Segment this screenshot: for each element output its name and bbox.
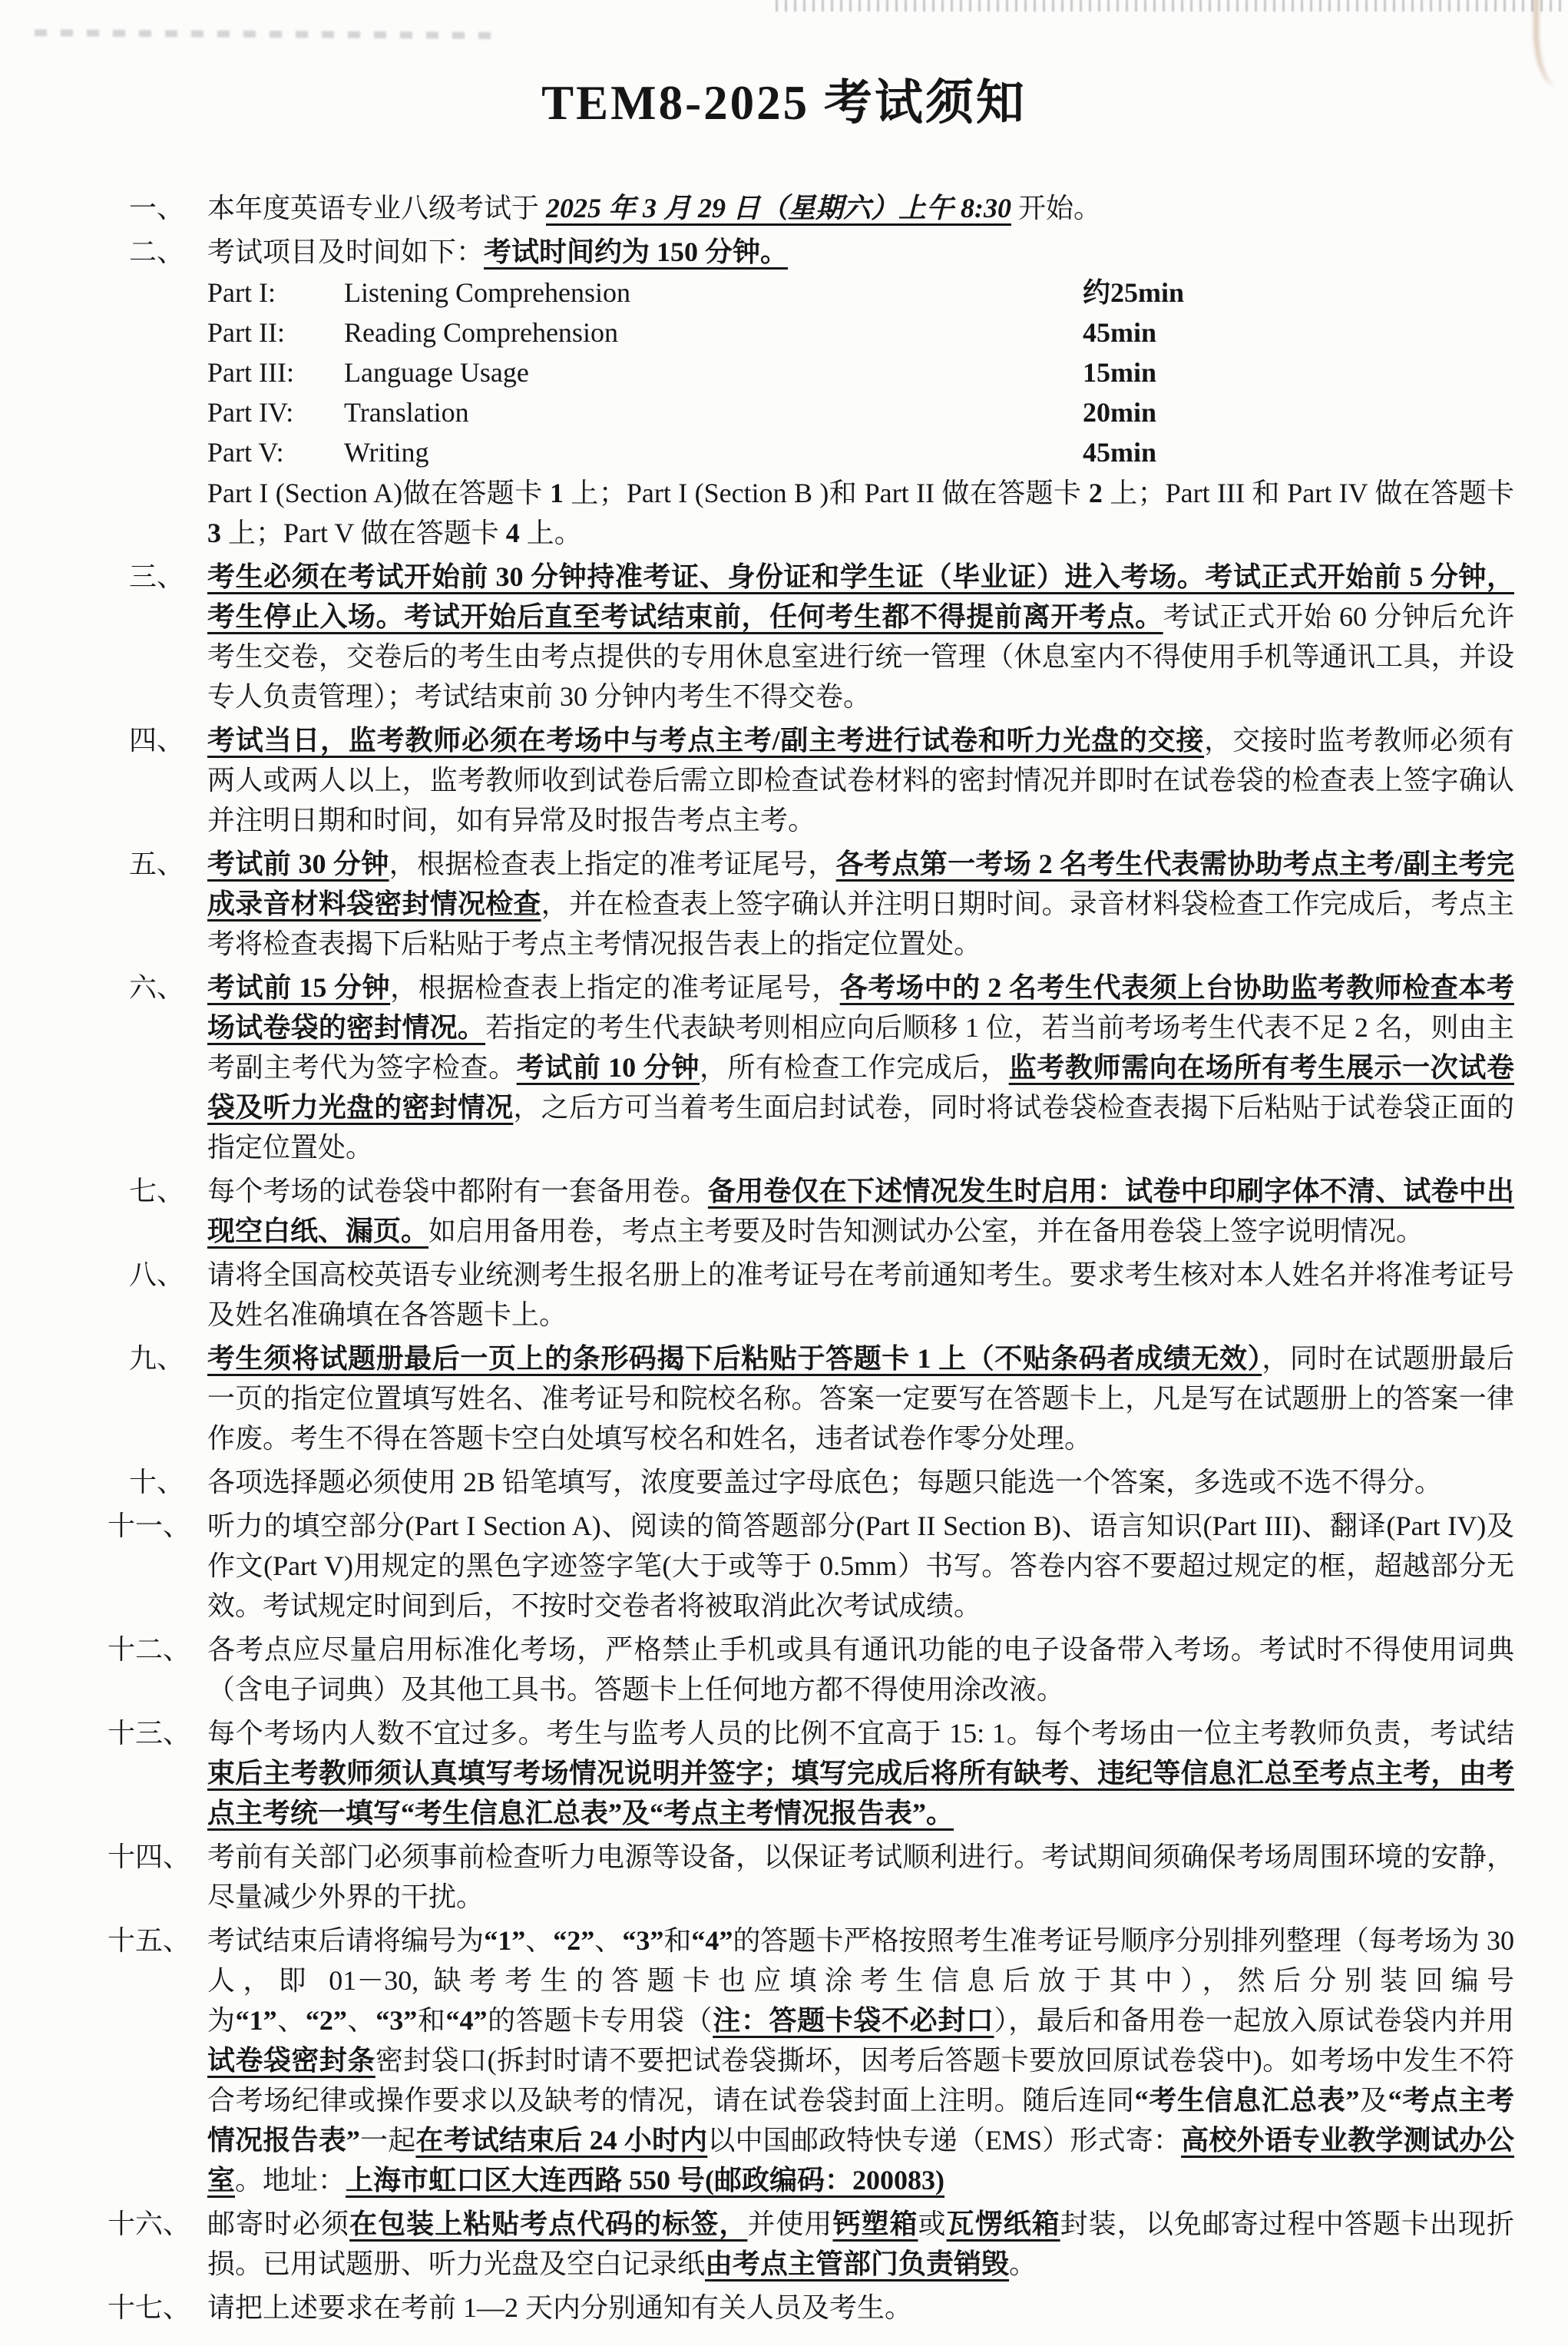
emphasis-run: 瓦愣纸箱 [946,2209,1060,2239]
emphasis-run: 4 [505,518,520,548]
part-duration: 45min [1083,317,1157,348]
emphasis-run: “考点主考情况报告表” [207,2085,1514,2156]
emphasis-run: “4” [445,2005,488,2036]
text-run: 封装，以免邮寄过程中答题卡出现折损。已用试题册、听力光盘及空白记录纸 [207,2209,1514,2279]
part-label: Part II: [207,317,285,348]
emphasis-run: “1” [235,2005,277,2036]
text-run: 每个考场内人数不宜过多。考生与监考人员的比例不宜高于 15: 1。每个考场由一位主考教师负责，考试结 [207,1718,1514,1749]
text-run: 和 [663,1925,692,1956]
item-number: 八、 [129,1259,185,1290]
emphasis-run: 高校外语专业教学测试办公室 [207,2125,1514,2195]
emphasis-run: “1” [484,1925,526,1956]
emphasis-run: 各考场中的 2 名考生代表须上台协助监考教师检查本考场试卷袋的密封情况。 [207,972,1514,1043]
notice-item [129,1255,1514,1335]
notice-item [108,1921,1514,2200]
exam-parts-table [207,273,1514,472]
item-number: 六、 [129,972,185,1003]
part-label: Part IV: [207,397,294,428]
emphasis-run: 2 [1088,478,1103,508]
item-text [207,1171,1514,1251]
document-title: TEM8-2025 考试须知 [541,76,1027,130]
text-run: 各考点应尽量启用标准化考场，严格禁止手机或具有通讯功能的电子设备带入考场。考试时不得使用词典（含电子词典）及其他工具书。答题卡上任何地方都不得使用涂改液。 [207,1634,1514,1705]
text-run: 邮寄时必须 [207,2209,350,2239]
text-run: 、 [346,2005,376,2036]
emphasis-run: “3” [622,1925,664,1956]
text-run: 考试正式开始 60 分钟后允许考生交卷，交卷后的考生由考点提供的专用休息室进行统一管理（休息室内不得使用手机等通讯工具，并设专人负责管理）；考试结束前 30 分钟内考生不得交卷。 [207,601,1514,712]
text-run: 、 [276,2005,306,2036]
text-run: 本年度英语专业八级考试于 [207,193,547,223]
emphasis-run: “考生信息汇总表” [1134,2085,1360,2116]
item-number: 十一、 [108,1511,191,1541]
item-text [207,1630,1514,1709]
notice-item [129,968,1514,1167]
part-name: Reading Comprehension [344,317,618,348]
item-text [207,1462,1514,1502]
text-run: 的答题卡严格按照考生准考证号顺序分别排列整理（每考场为 30 人，即 01－30, 缺考考生的答题卡也应填涂考生信息后放于其中），然后分别装回编号为 [207,1925,1514,2036]
notice-item [129,1462,1514,1502]
text-run: 并使用 [747,2209,833,2239]
item-text [207,844,1514,964]
text-run: 考前有关部门必须事前检查听力电源等设备，以保证考试顺利进行。考试期间须确保考场周围环境的安静，尽量减少外界的干扰。 [207,1841,1514,1912]
item-number: 九、 [129,1343,185,1374]
text-run: 考试结束后请将编号为 [207,1925,485,1956]
item-number: 十六、 [108,2209,191,2239]
item-number: 一、 [129,193,185,223]
text-run: 或 [918,2209,947,2239]
notice-item [129,232,1514,553]
notice-item [129,720,1514,840]
item-number: 十四、 [108,1841,191,1872]
text-run: ，同时在试题册最后一页的指定位置填写姓名、准考证号和院校名称。答案一定要写在答题卡上，凡是写在试题册上的答案一律作废。考生不得在答题卡空白处填写校名和姓名，违者试卷作零分处理。 [207,1343,1514,1454]
emphasis-run: “4” [691,1925,733,1956]
text-run: 考试项目及时间如下： [207,237,485,267]
item-number: 十、 [129,1467,185,1497]
text-run: 上；Part III 和 Part IV 做在答题卡 [1102,478,1514,508]
part-name: Listening Comprehension [344,277,630,308]
item-number: 十二、 [108,1634,191,1665]
text-run: 的答题卡专用袋（ [487,2005,713,2036]
text-run: 。地址： [235,2165,346,2195]
text-run: Part I (Section A)做在答题卡 [207,478,551,508]
emphasis-run: 束后主考教师须认真填写考场情况说明并签字；填写完成后将所有缺考、违纪等信息汇总至考点主考，由考点主考统一填写“考生信息汇总表”及“考点主考情况报告表”。 [207,1758,1514,1828]
text-run: 密封袋口(拆封时请不要把试卷袋撕坏，因考后答题卡要放回原试卷袋中)。如考场中发生不符合考场纪律或操作要求以及缺考的情况，请在试卷袋封面上注明。随后连同 [207,2045,1514,2116]
text-run: ，交接时监考教师必须有两人或两人以上，监考教师收到试卷后需立即检查试卷材料的密封情况并即时在试卷袋的检查表上签字确认并注明日期和时间，如有异常及时报告考点主考。 [207,725,1514,835]
text-run: 。 [1009,2248,1037,2279]
emphasis-run: 监考教师需向在场所有考生展示一次试卷袋及听力光盘的密封情况 [207,1052,1514,1123]
emphasis-run: “3” [375,2005,418,2036]
text-run: 请把上述要求在考前 1—2 天内分别通知有关人员及考生。 [207,2292,913,2323]
part-duration: 45min [1083,437,1157,468]
part-duration: 约25min [1083,277,1185,308]
item-text [207,2204,1514,2284]
text-run: 一起 [359,2125,416,2156]
text-run: 以中国邮政特快专递（EMS）形式寄： [707,2125,1182,2156]
text-run: 如启用备用卷，考点主考要及时告知测试办公室，并在备用卷袋上签字说明情况。 [428,1216,1424,1246]
emphasis-run: 考试时间约为 150 分钟。 [484,237,789,267]
text-run: 开始。 [1011,193,1102,223]
notice-item [108,2288,1514,2328]
emphasis-run: 备用卷仅在下述情况发生时启用：试卷中印刷字体不清、试卷中出现空白纸、漏页。 [207,1176,1514,1246]
scan-noise-artifact [776,0,1568,12]
emphasis-run: 由考点主管部门负责销毁 [705,2248,1010,2279]
item-text [207,1255,1514,1335]
emphasis-run: 钙塑箱 [832,2209,918,2239]
item-number: 十五、 [108,1925,191,1956]
emphasis-run: 注：答题卡袋不必封口 [713,2005,994,2036]
notice-item [129,557,1514,716]
text-run: ，所有检查工作完成后， [699,1052,1009,1083]
emphasis-run: 2025 年 3 月 29 日（星期六）上午 8:30 [546,193,1012,223]
notice-item [129,1338,1514,1458]
item-text [207,2288,1514,2328]
part-duration: 15min [1083,357,1157,388]
text-run: 若指定的考生代表缺考则相应向后顺移 1 位，若当前考场考生代表不足 2 名，则由主考副主考代为签字检查。 [207,1012,1514,1083]
text-run: ，并在检查表上签字确认并注明日期时间。录音材料袋检查工作完成后，考点主考将检查表揭下后粘贴于考点主考情况报告表上的指定位置处。 [207,888,1514,959]
item-text [207,1338,1514,1458]
text-run: ），最后和备用卷一起放入原试卷袋内并用 [994,2005,1514,2036]
emphasis-run: 考试当日，监考教师必须在考场中与考点主考/副主考进行试卷和听力光盘的交接 [207,725,1205,756]
item-text [207,1713,1514,1833]
notice-item [108,1630,1514,1709]
item-text [207,720,1514,840]
emphasis-run: 试卷袋密封条 [207,2045,375,2076]
item-text [207,557,1514,716]
part-name: Translation [344,397,469,428]
emphasis-run: 考试前 10 分钟 [516,1052,700,1083]
text-run: 听力的填空部分(Part I Section A)、阅读的简答题部分(Part II Section B)、语言知识(Part III)、翻译(Part IV)及作文(Part V)用规定的黑色字迹签字笔(大于或等于 0.5mm）书写。答卷内容不要超过规定的框，超越部分无效。考试规定时间到后，不按时交卷者将被取消此次考试成绩。 [207,1511,1514,1621]
emphasis-run: 考试前 15 分钟 [207,972,391,1003]
emphasis-run: 上海市虹口区大连西路 550 号(邮政编码：200083) [346,2165,945,2195]
item-text [207,1837,1514,1917]
emphasis-run: 各考点第一考场 2 名考生代表需协助考点主考/副主考完成录音材料袋密封情况检查 [207,849,1514,919]
text-run: 上。 [519,518,582,548]
text-run: 请将全国高校英语专业统测考生报名册上的准考证号在考前通知考生。要求考生核对本人姓名并将准考证号及姓名准确填在各答题卡上。 [207,1259,1514,1330]
text-run: 上；Part V 做在答题卡 [221,518,506,548]
item-text [207,1506,1514,1626]
text-run: 、 [525,1925,554,1956]
notice-item [108,2204,1514,2284]
text-run: ，根据检查表上指定的准考证尾号， [390,972,840,1003]
item-number: 十七、 [108,2292,191,2323]
notice-item [108,1837,1514,1917]
part-name: Writing [344,437,429,468]
emphasis-run: “2” [305,2005,347,2036]
item-number: 七、 [129,1176,185,1206]
part-duration: 20min [1083,397,1157,428]
answer-sheet-note [207,473,1514,553]
emphasis-run: 3 [207,518,221,548]
item-number: 四、 [129,725,185,756]
item-text [207,232,1514,553]
notice-item [108,1713,1514,1833]
part-row [207,392,1514,432]
text-run: 每个考场的试卷袋中都附有一套备用卷。 [207,1176,708,1206]
emphasis-run: 考试前 30 分钟 [207,849,389,879]
item-text [207,188,1514,228]
notice-item [108,1506,1514,1626]
part-label: Part I: [207,277,276,308]
text-run: 上；Part I (Section B )和 Part II 做在答题卡 [564,478,1089,508]
emphasis-run: 1 [550,478,564,508]
notice-item [129,1171,1514,1251]
notice-item [129,188,1514,228]
text-run: ，之后方可当着考生面启封试卷，同时将试卷袋检查表揭下后粘贴于试卷袋正面的指定位置处。 [207,1092,1514,1163]
notice-list [0,188,1568,2328]
item-number: 三、 [129,561,185,592]
part-row [207,313,1514,352]
text-run: ，根据检查表上指定的准考证尾号， [389,849,836,879]
item-text [207,1921,1514,2200]
text-run: 、 [594,1925,623,1956]
emphasis-run: 考生必须在考试开始前 30 分钟持准考证、身份证和学生证（毕业证）进入考场。考试正式开始前 5 分钟，考生停止入场。考试开始后直至考试结束前，任何考生都不得提前离开考点。 [207,561,1514,632]
item-number: 二、 [129,237,185,267]
emphasis-run: “2” [553,1925,595,1956]
part-label: Part III: [207,357,294,388]
emphasis-run: 考生须将试题册最后一页上的条形码揭下后粘贴于答题卡 1 上（不贴条码者成绩无效） [207,1343,1262,1374]
part-row [207,352,1514,392]
part-row [207,273,1514,313]
text-run: 及 [1359,2085,1388,2116]
part-name: Language Usage [344,357,529,388]
emphasis-run: 在包装上粘贴考点代码的标签， [349,2209,748,2239]
item-number: 十三、 [108,1718,191,1749]
part-label: Part V: [207,437,284,468]
item-text [207,968,1514,1167]
part-row [207,432,1514,472]
notice-item [129,844,1514,964]
text-run: 各项选择题必须使用 2B 铅笔填写，浓度要盖过字母底色；每题只能选一个答案，多选或不选不得分。 [207,1467,1443,1497]
item-number: 五、 [129,849,185,879]
text-run: 和 [417,2005,446,2036]
emphasis-run: 在考试结束后 24 小时内 [415,2125,708,2156]
